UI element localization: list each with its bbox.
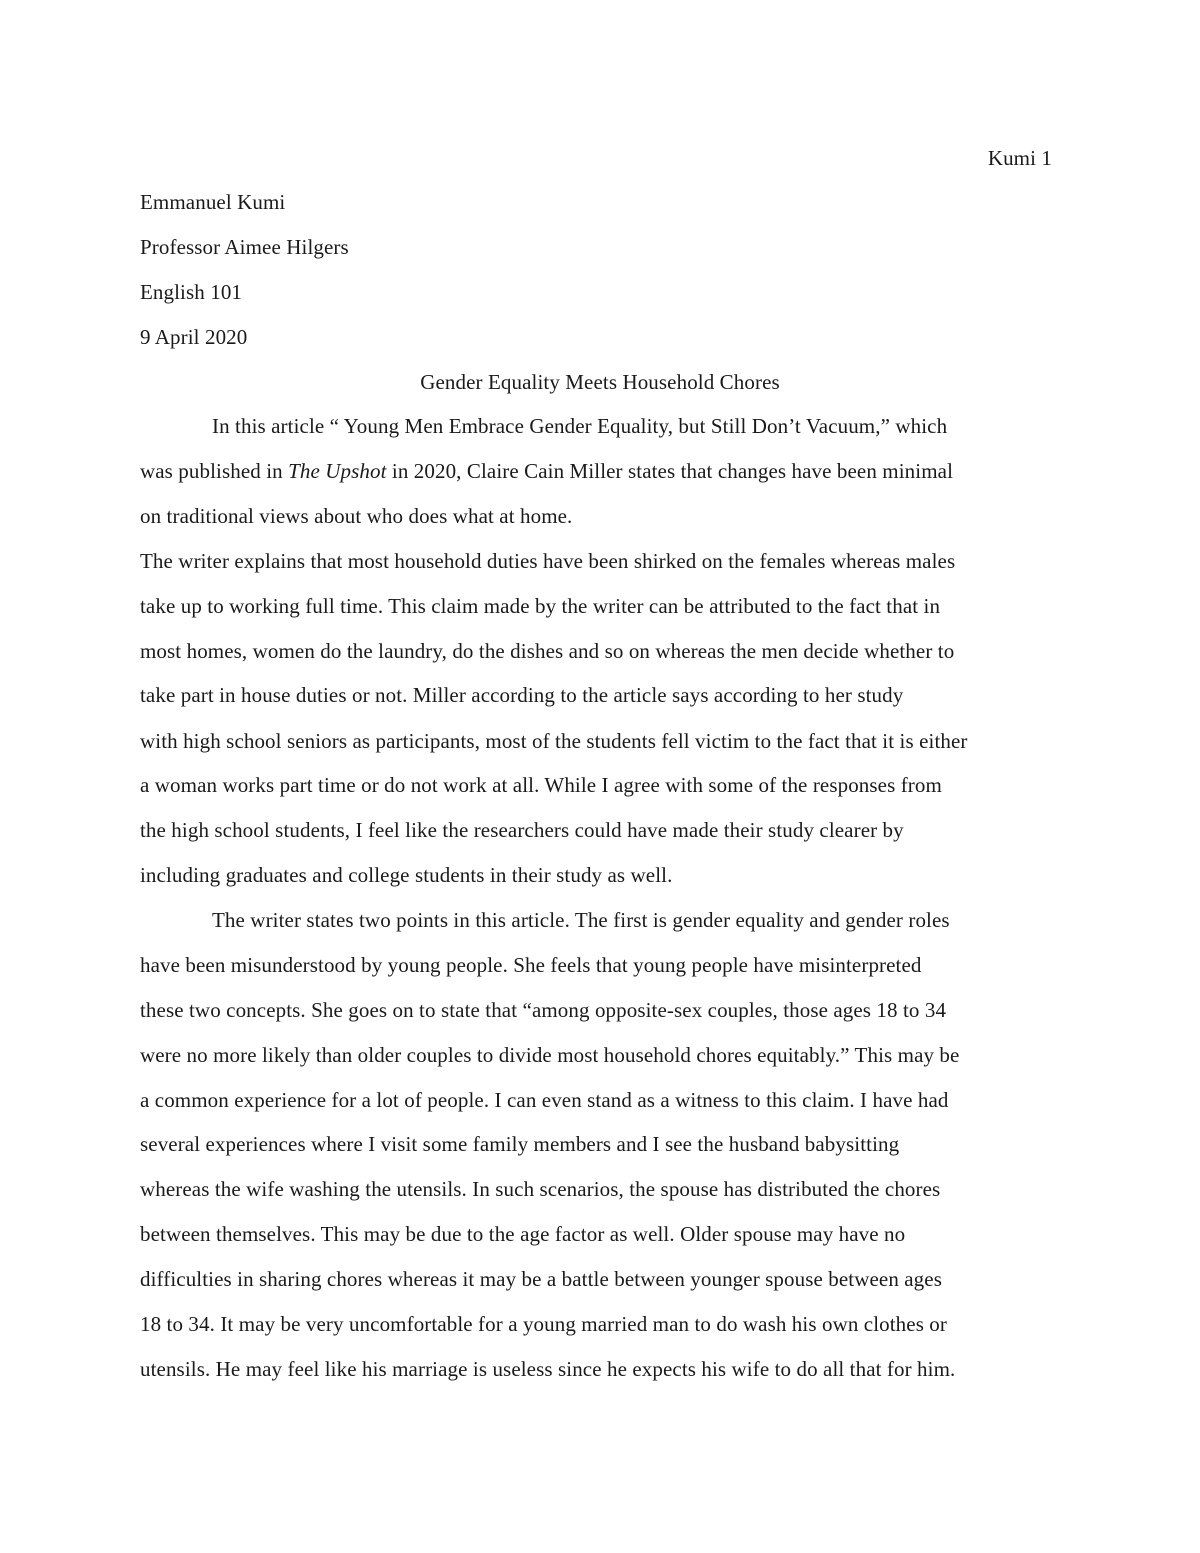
body-line: The writer states two points in this article. The first is gender equality and gender roles xyxy=(212,908,950,932)
body-line: take up to working full time. This claim made by the writer can be attributed to the fact that in xyxy=(140,594,941,618)
body-line: the high school students, I feel like the researchers could have made their study clearer by xyxy=(140,818,904,842)
body-line: whereas the wife washing the utensils. In such scenarios, the spouse has distributed the chores xyxy=(140,1177,941,1201)
body-line: difficulties in sharing chores whereas it may be a battle between younger spouse between ages xyxy=(140,1267,942,1291)
body-line xyxy=(140,459,953,483)
publication-title: The Upshot xyxy=(288,459,387,483)
body-line: with high school seniors as participants, most of the students fell victim to the fact that it is either xyxy=(140,729,968,753)
essay-title: Gender Equality Meets Household Chores xyxy=(420,370,780,394)
body-line: a woman works part time or do not work at all. While I agree with some of the responses from xyxy=(140,773,942,797)
body-line: have been misunderstood by young people. She feels that young people have misinterpreted xyxy=(140,953,922,977)
professor-name: Professor Aimee Hilgers xyxy=(140,235,349,259)
body-line: several experiences where I visit some family members and I see the husband babysitting xyxy=(140,1132,900,1156)
body-line: between themselves. This may be due to the age factor as well. Older spouse may have no xyxy=(140,1222,906,1246)
body-line: were no more likely than older couples to divide most household chores equitably.” This may be xyxy=(140,1043,960,1067)
body-line: most homes, women do the laundry, do the dishes and so on whereas the men decide whether to xyxy=(140,639,955,663)
course-name: English 101 xyxy=(140,280,243,304)
body-line: on traditional views about who does what at home. xyxy=(140,504,573,528)
body-line: The writer explains that most household duties have been shirked on the females whereas males xyxy=(140,549,956,573)
body-line: In this article “ Young Men Embrace Gender Equality, but Still Don’t Vacuum,” which xyxy=(212,414,948,438)
body-line: 18 to 34. It may be very uncomfortable for a young married man to do wash his own clothes or xyxy=(140,1312,948,1336)
body-text: was published in xyxy=(140,459,289,483)
body-line: utensils. He may feel like his marriage is useless since he expects his wife to do all that for him. xyxy=(140,1357,956,1381)
body-line: a common experience for a lot of people. I can even stand as a witness to this claim. I have had xyxy=(140,1088,949,1112)
body-line: including graduates and college students in their study as well. xyxy=(140,863,673,887)
body-line: take part in house duties or not. Miller according to the article says according to her study xyxy=(140,683,904,707)
author-name: Emmanuel Kumi xyxy=(140,190,286,214)
body-text: in 2020, Claire Cain Miller states that changes have been minimal xyxy=(386,459,953,483)
page-header: Kumi 1 xyxy=(987,146,1052,170)
date: 9 April 2020 xyxy=(140,325,248,349)
body-line: these two concepts. She goes on to state that “among opposite-sex couples, those ages 18 to 34 xyxy=(140,998,947,1022)
